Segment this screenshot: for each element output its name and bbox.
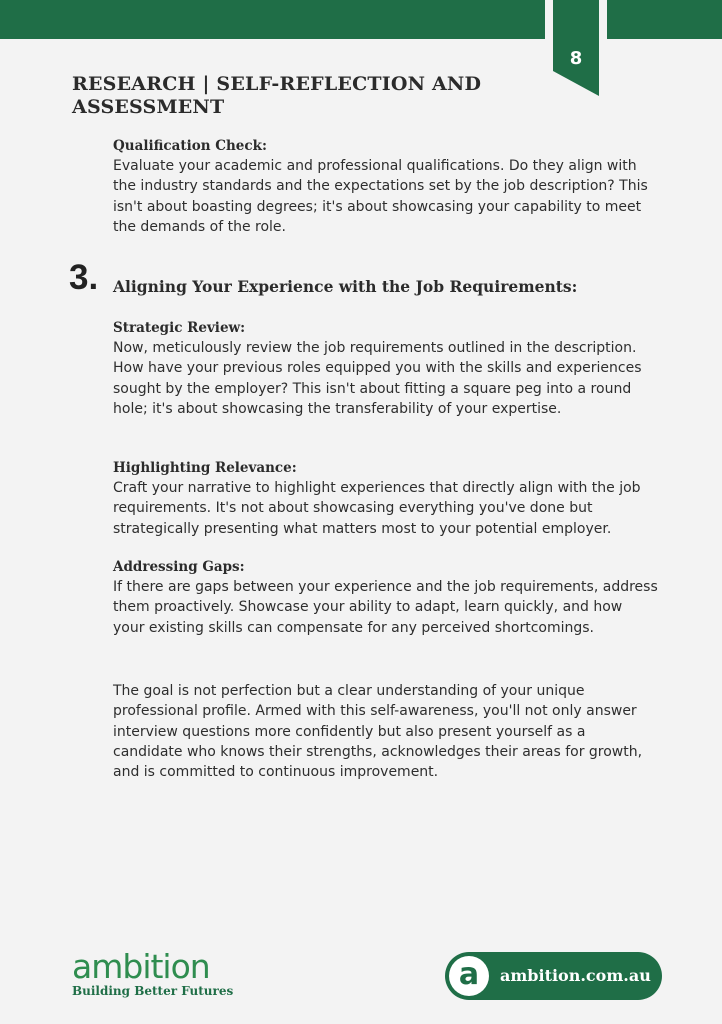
addressing-gaps-block	[113, 557, 658, 638]
section-number: 3.	[69, 258, 99, 297]
logo-wordmark: ambition	[72, 947, 210, 986]
qualification-check-text: Evaluate your academic and professional qualifications. Do they align with the industry standards and the expectations set by the job description? This isn't about boasting degrees; it's about showcasing your capability to meet the demands of the role.	[113, 158, 648, 235]
addressing-gaps-heading: Addressing Gaps:	[113, 559, 245, 575]
ambition-a-letter: a	[458, 957, 480, 992]
section-heading: Aligning Your Experience with the Job Requirements:	[113, 277, 578, 296]
closing-block	[113, 681, 658, 782]
strategic-review-block	[113, 318, 658, 419]
strategic-review-text: Now, meticulously review the job requirements outlined in the description. How have your previous roles equipped you with the skills and experiences sought by the employer? This isn't about fitting a square peg into a round hole; it's about showcasing the transferability of your expertise.	[113, 340, 642, 417]
addressing-gaps-text: If there are gaps between your experience and the job requirements, address them proactively. Showcase your ability to adapt, learn quickly, and how your existing skills can compensate for any perceived shortcomings.	[113, 579, 658, 636]
header-bar-right	[607, 0, 722, 39]
highlighting-relevance-block	[113, 458, 658, 539]
page-title: RESEARCH | SELF-REFLECTION AND ASSESSMENT	[72, 73, 482, 118]
highlighting-relevance-text: Craft your narrative to highlight experiences that directly align with the job requirements. It's not about showcasing everything you've done but strategically presenting what matters most to your potential employer.	[113, 480, 641, 537]
closing-text: The goal is not perfection but a clear understanding of your unique professional profile. Armed with this self-awareness, you'll not only answer interview questions more confidently but also present yourself as a candidate who knows their strengths, acknowledges their areas for growth, and is committed to continuous improvement.	[113, 683, 643, 781]
website-badge[interactable]	[445, 952, 662, 1000]
ambition-a-icon	[449, 956, 489, 996]
page-number: 8	[569, 48, 583, 69]
ambition-logo	[72, 948, 233, 998]
strategic-review-heading: Strategic Review:	[113, 320, 246, 336]
website-link[interactable]: ambition.com.au	[500, 966, 651, 985]
header-bar-left	[0, 0, 545, 39]
logo-tagline: Building Better Futures	[72, 984, 234, 998]
qualification-check-block	[113, 136, 658, 237]
highlighting-relevance-heading: Highlighting Relevance:	[113, 460, 297, 476]
qualification-check-heading: Qualification Check:	[113, 138, 267, 154]
